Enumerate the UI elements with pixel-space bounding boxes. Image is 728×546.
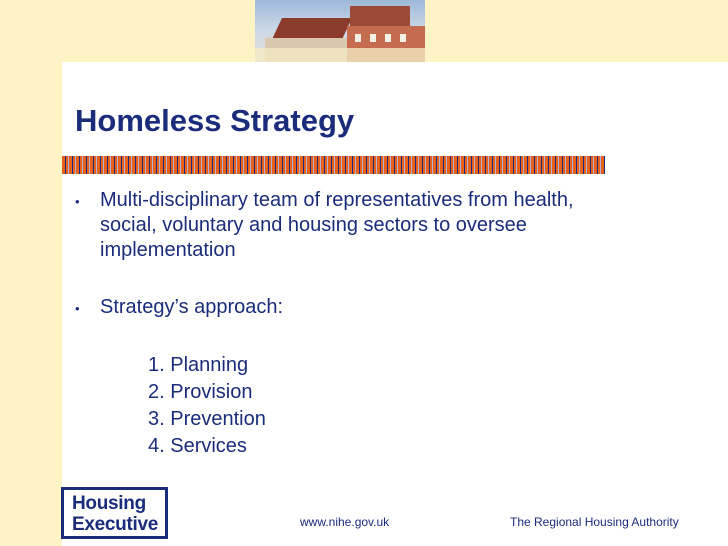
bullet-text: Strategy’s approach: — [100, 296, 284, 318]
footer-url: www.nihe.gov.uk — [300, 515, 390, 529]
left-cream-panel — [0, 0, 62, 546]
title-divider — [62, 156, 605, 174]
logo-line-2: Executive — [72, 514, 159, 535]
housing-executive-logo — [61, 487, 168, 539]
list-item: 4. Services — [148, 435, 247, 457]
bullet-item — [75, 295, 283, 320]
list-item: 2. Provision — [148, 381, 253, 403]
header-photo — [255, 0, 425, 62]
footer-authority: The Regional Housing Authority — [510, 515, 679, 529]
logo-line-1: Housing — [72, 493, 146, 514]
bullet-item — [75, 188, 635, 263]
list-item: 3. Prevention — [148, 408, 266, 430]
list-item: 1. Planning — [148, 354, 249, 376]
bullet-text: Multi-disciplinary team of representatives from health, social, voluntary and housing sectors to oversee implementation — [100, 189, 574, 261]
bullet-icon: • — [75, 301, 80, 316]
bullet-icon: • — [75, 194, 80, 209]
approach-steps-list — [148, 352, 266, 460]
slide-title: Homeless Strategy — [75, 103, 355, 138]
